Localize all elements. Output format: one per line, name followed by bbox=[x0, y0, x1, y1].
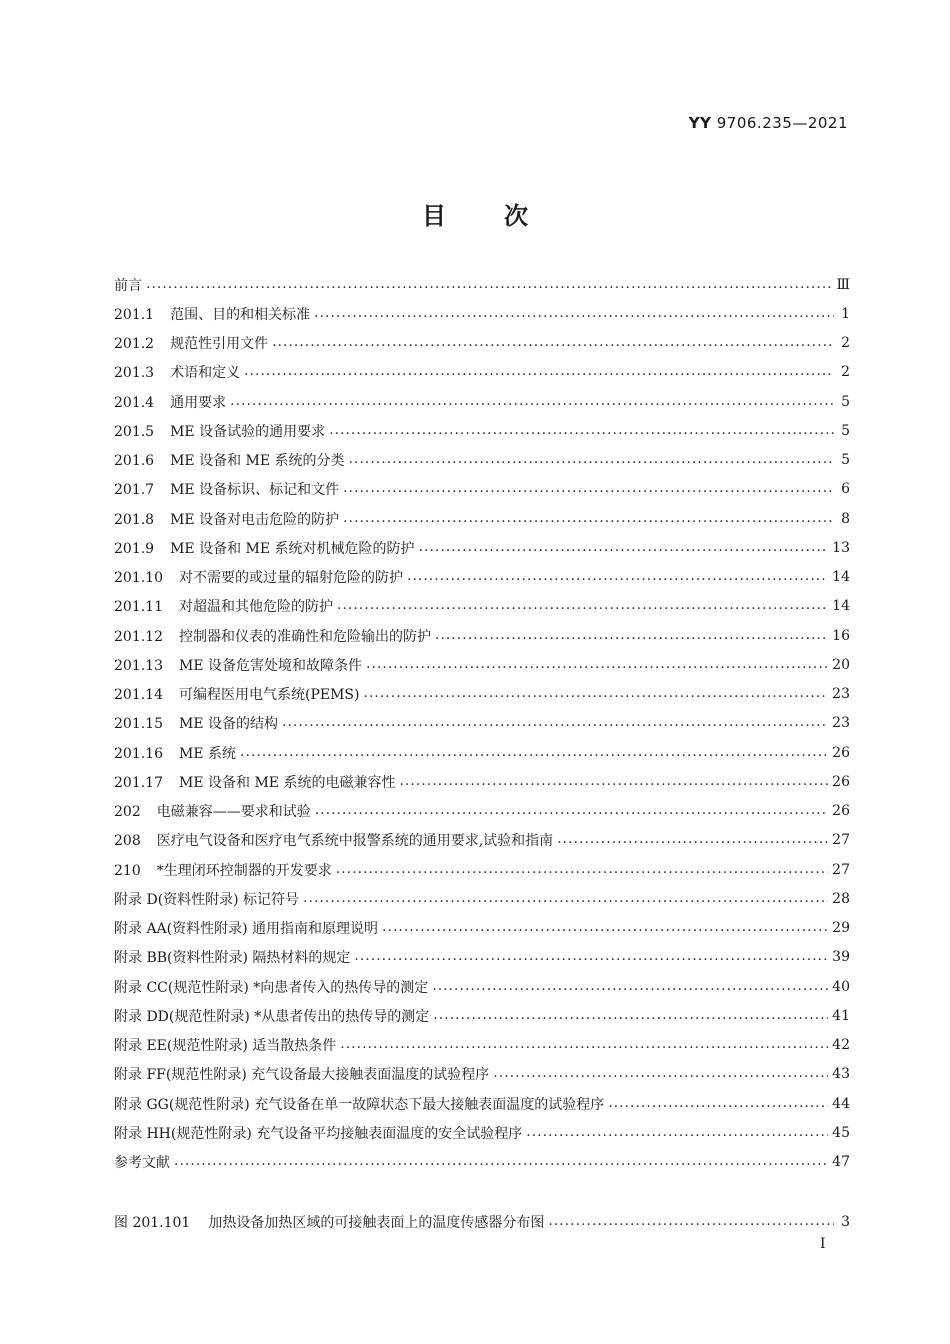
toc-entry-page: 45 bbox=[832, 1124, 850, 1141]
toc-entry-page: 27 bbox=[832, 832, 850, 849]
toc-entry-title: (资料性附录) 通用指南和原理说明 bbox=[166, 921, 379, 938]
toc-entry-page: 3 bbox=[841, 1213, 850, 1230]
toc-leader-dots bbox=[329, 426, 834, 440]
toc-leader-dots bbox=[548, 1217, 834, 1231]
toc-entry[interactable] bbox=[114, 738, 850, 767]
toc-entry-number: 201.8 bbox=[114, 511, 155, 528]
toc-entry[interactable] bbox=[114, 1001, 850, 1030]
toc-entry-title: ME 设备和 ME 系统的电磁兼容性 bbox=[179, 774, 396, 791]
toc-leader-dots bbox=[419, 543, 829, 557]
toc-leader-dots bbox=[336, 865, 828, 879]
toc-leader-dots bbox=[526, 1128, 828, 1142]
page-folio: I bbox=[820, 1236, 826, 1252]
toc-entry-page: 28 bbox=[832, 890, 850, 907]
toc-entry-title: 加热设备加热区域的可接触表面上的温度传感器分布图 bbox=[208, 1214, 545, 1231]
toc-entry-number: 201.14 bbox=[114, 687, 163, 704]
toc-entry-number: 附录 DD bbox=[114, 1008, 169, 1025]
toc-leader-dots bbox=[493, 1069, 828, 1083]
toc-entry-title: ME 系统 bbox=[179, 745, 237, 762]
toc-entry-number: 201.2 bbox=[114, 336, 155, 353]
table-of-contents bbox=[114, 270, 850, 1177]
toc-leader-dots bbox=[272, 338, 834, 352]
toc-entry-number: 201.13 bbox=[114, 657, 163, 674]
toc-entry-label bbox=[114, 977, 428, 997]
toc-entry-label bbox=[114, 1212, 544, 1232]
toc-entry-title: 参考文献 bbox=[114, 1155, 170, 1172]
toc-entry-page: 1 bbox=[841, 305, 850, 322]
toc-entry-title: ME 设备对电击危险的防护 bbox=[170, 511, 340, 528]
toc-entry-page: 14 bbox=[832, 598, 850, 615]
toc-entry[interactable] bbox=[114, 299, 850, 328]
toc-leader-dots bbox=[608, 1099, 828, 1113]
toc-entry[interactable] bbox=[114, 943, 850, 972]
toc-leader-dots bbox=[366, 660, 828, 674]
toc-entry-page: 40 bbox=[832, 978, 850, 995]
standard-code: 9706.235—2021 bbox=[716, 114, 848, 132]
toc-leader-dots bbox=[146, 280, 832, 294]
toc-entry-label bbox=[114, 1123, 522, 1143]
toc-entry-number: 附录 HH bbox=[114, 1125, 171, 1142]
toc-entry-page: 44 bbox=[832, 1095, 850, 1112]
toc-entry[interactable] bbox=[114, 884, 850, 913]
toc-leader-dots bbox=[343, 484, 834, 498]
toc-entry-page: 2 bbox=[841, 364, 850, 381]
toc-entry-title: 对超温和其他危险的防护 bbox=[179, 599, 333, 616]
toc-entry-label bbox=[114, 1006, 429, 1026]
toc-leader-dots bbox=[230, 397, 834, 411]
toc-entry-page: 26 bbox=[832, 744, 850, 761]
toc-entry-number: 201.6 bbox=[114, 453, 155, 470]
toc-entry-title: (资料性附录) 标记符号 bbox=[157, 891, 300, 908]
toc-entry[interactable] bbox=[114, 680, 850, 709]
toc-entry-title: 范围、目的和相关标准 bbox=[170, 306, 311, 323]
toc-entry-label bbox=[114, 626, 431, 646]
toc-leader-dots bbox=[364, 689, 829, 703]
toc-entry-number: 附录 EE bbox=[114, 1038, 167, 1055]
toc-entry[interactable] bbox=[114, 797, 850, 826]
page-title: 目次 bbox=[422, 201, 586, 230]
toc-entry-number: 附录 D bbox=[114, 891, 158, 908]
toc-entry-page: 26 bbox=[832, 803, 850, 820]
toc-entry[interactable] bbox=[114, 1060, 850, 1089]
toc-entry-page: 5 bbox=[841, 452, 850, 469]
toc-entry-number: 201.1 bbox=[114, 306, 155, 323]
toc-entry-number: 208 bbox=[114, 833, 141, 850]
toc-entry-label bbox=[114, 392, 226, 412]
toc-leader-dots bbox=[407, 572, 828, 586]
toc-entry-label bbox=[114, 567, 403, 587]
toc-entry-page: 41 bbox=[832, 1007, 850, 1024]
toc-entry-page: 23 bbox=[832, 686, 850, 703]
toc-leader-dots bbox=[557, 835, 828, 849]
toc-entry-label bbox=[114, 275, 142, 295]
toc-leader-dots bbox=[337, 601, 828, 615]
toc-entry-page: 8 bbox=[841, 510, 850, 527]
toc-entry-page: 2 bbox=[841, 335, 850, 352]
toc-entry-page: 6 bbox=[841, 481, 850, 498]
toc-entry[interactable] bbox=[114, 358, 850, 387]
toc-entry-page: 5 bbox=[841, 422, 850, 439]
toc-entry-page: 29 bbox=[832, 920, 850, 937]
standard-number bbox=[689, 114, 848, 132]
toc-entry-label bbox=[114, 801, 311, 821]
toc-entry-label bbox=[114, 333, 268, 353]
toc-entry-label bbox=[114, 304, 310, 324]
toc-entry-title: ME 设备和 ME 系统对机械危险的防护 bbox=[170, 540, 415, 557]
toc-leader-dots bbox=[349, 455, 834, 469]
toc-leader-dots bbox=[432, 982, 828, 996]
toc-entry[interactable] bbox=[114, 563, 850, 592]
toc-leader-dots bbox=[354, 952, 828, 966]
toc-entry-page: Ⅲ bbox=[836, 276, 850, 293]
toc-entry-number: 201.5 bbox=[114, 423, 155, 440]
toc-entry-number: 202 bbox=[114, 804, 141, 821]
toc-leader-dots bbox=[433, 1011, 828, 1025]
toc-entry[interactable] bbox=[114, 446, 850, 475]
toc-entry-label bbox=[114, 743, 236, 763]
toc-leader-dots bbox=[314, 309, 834, 323]
toc-entry-label bbox=[114, 509, 339, 529]
toc-entry-number: 附录 FF bbox=[114, 1067, 166, 1084]
toc-entry-number: 201.4 bbox=[114, 394, 155, 411]
toc-entry[interactable] bbox=[114, 914, 850, 943]
toc-entry-title: *生理闭环控制器的开发要求 bbox=[156, 862, 332, 879]
toc-entry-page: 39 bbox=[832, 949, 850, 966]
toc-entry[interactable] bbox=[114, 972, 850, 1001]
toc-entry-label bbox=[114, 830, 553, 850]
toc-entry-title: 对不需要的或过量的辐射危险的防护 bbox=[179, 570, 403, 587]
toc-entry-page: 26 bbox=[832, 773, 850, 790]
toc-entry-label bbox=[114, 362, 240, 382]
toc-entry[interactable] bbox=[114, 329, 850, 358]
toc-entry-label bbox=[114, 655, 362, 675]
toc-entry-number: 201.17 bbox=[114, 774, 163, 791]
toc-entry-number: 图 201.101 bbox=[114, 1214, 191, 1231]
standard-prefix: YY bbox=[688, 114, 712, 132]
toc-entry-page: 43 bbox=[832, 1066, 850, 1083]
toc-entry-number: 201.3 bbox=[114, 365, 155, 382]
toc-entry-title: (资料性附录) 隔热材料的规定 bbox=[167, 950, 351, 967]
toc-entry-number: 201.11 bbox=[114, 599, 163, 616]
toc-entry-title: 电磁兼容——要求和试验 bbox=[156, 804, 311, 821]
toc-entry[interactable] bbox=[114, 1118, 850, 1147]
toc-entry-title: 通用要求 bbox=[170, 394, 227, 411]
toc-entry-title: (规范性附录) 充气设备平均接触表面温度的安全试验程序 bbox=[170, 1125, 523, 1142]
toc-entry[interactable] bbox=[114, 1207, 850, 1236]
toc-entry-page: 47 bbox=[832, 1154, 850, 1171]
toc-entry-page: 27 bbox=[832, 861, 850, 878]
toc-entry-number: 201.10 bbox=[114, 570, 163, 587]
toc-entry-number: 201.12 bbox=[114, 628, 163, 645]
toc-entry-title: (规范性附录) 适当散热条件 bbox=[166, 1038, 337, 1055]
toc-entry-number: 附录 BB bbox=[114, 950, 168, 967]
toc-entry[interactable] bbox=[114, 270, 850, 299]
toc-entry[interactable] bbox=[114, 1148, 850, 1177]
toc-entry[interactable] bbox=[114, 1031, 850, 1060]
toc-entry[interactable] bbox=[114, 855, 850, 884]
toc-entry-title: (规范性附录) 充气设备在单一故障状态下最大接触表面温度的试验程序 bbox=[168, 1096, 605, 1113]
toc-entry-number: 附录 CC bbox=[114, 979, 168, 996]
toc-entry[interactable] bbox=[114, 387, 850, 416]
toc-entry-title: ME 设备危害处境和故障条件 bbox=[179, 657, 363, 674]
toc-entry-label bbox=[114, 479, 339, 499]
toc-entry[interactable] bbox=[114, 592, 850, 621]
toc-entry-title: ME 设备和 ME 系统的分类 bbox=[170, 453, 345, 470]
toc-entry-number: 附录 GG bbox=[114, 1096, 169, 1113]
toc-entry-label bbox=[114, 450, 345, 470]
toc-entry-page: 42 bbox=[832, 1037, 850, 1054]
toc-leader-dots bbox=[240, 748, 828, 762]
figure-list bbox=[114, 1207, 850, 1236]
toc-entry[interactable] bbox=[114, 504, 850, 533]
toc-entry[interactable] bbox=[114, 475, 850, 504]
toc-entry-title: ME 设备试验的通用要求 bbox=[170, 423, 326, 440]
toc-entry-page: 14 bbox=[832, 569, 850, 586]
toc-entry[interactable] bbox=[114, 650, 850, 679]
toc-leader-dots bbox=[315, 806, 828, 820]
toc-leader-dots bbox=[343, 514, 834, 528]
toc-entry-label bbox=[114, 538, 415, 558]
toc-leader-dots bbox=[174, 1157, 828, 1171]
toc-entry[interactable] bbox=[114, 533, 850, 562]
toc-entry-label bbox=[114, 947, 350, 967]
toc-entry-page: 16 bbox=[832, 627, 850, 644]
toc-leader-dots bbox=[435, 631, 828, 645]
toc-entry-number: 附录 AA bbox=[114, 921, 167, 938]
toc-entry-title: 规范性引用文件 bbox=[170, 336, 269, 353]
toc-entry-label bbox=[114, 421, 325, 441]
toc-entry-number: 201.9 bbox=[114, 540, 155, 557]
toc-entry-page: 5 bbox=[841, 393, 850, 410]
toc-entry-label bbox=[114, 1064, 489, 1084]
toc-entry-label bbox=[114, 1035, 336, 1055]
toc-entry-label bbox=[114, 860, 332, 880]
toc-entry-number: 201.7 bbox=[114, 482, 155, 499]
toc-entry-label bbox=[114, 684, 360, 704]
toc-entry-title: ME 设备的结构 bbox=[179, 716, 279, 733]
toc-entry-title: ME 设备标识、标记和文件 bbox=[170, 482, 340, 499]
toc-entry-title: 术语和定义 bbox=[170, 365, 241, 382]
toc-leader-dots bbox=[399, 777, 828, 791]
toc-entry-label bbox=[114, 713, 278, 733]
toc-entry-number: 201.16 bbox=[114, 745, 163, 762]
toc-entry-label bbox=[114, 1152, 170, 1172]
toc-entry-title: 医疗电气设备和医疗电气系统中报警系统的通用要求,试验和指南 bbox=[156, 833, 554, 850]
toc-entry[interactable] bbox=[114, 767, 850, 796]
toc-entry-page: 20 bbox=[832, 656, 850, 673]
toc-entry-title: 可编程医用电气系统(PEMS) bbox=[179, 687, 360, 704]
toc-leader-dots bbox=[303, 894, 828, 908]
toc-entry[interactable] bbox=[114, 826, 850, 855]
toc-entry-page: 13 bbox=[832, 539, 850, 556]
toc-entry-label bbox=[114, 596, 333, 616]
toc-leader-dots bbox=[282, 718, 828, 732]
toc-entry-title: (规范性附录) 充气设备最大接触表面温度的试验程序 bbox=[165, 1067, 490, 1084]
toc-entry[interactable] bbox=[114, 416, 850, 445]
toc-entry-title: 控制器和仪表的准确性和危险输出的防护 bbox=[179, 628, 431, 645]
toc-entry[interactable] bbox=[114, 709, 850, 738]
toc-entry-label bbox=[114, 889, 299, 909]
toc-entry-title: (规范性附录) *向患者传入的热传导的测定 bbox=[167, 979, 429, 996]
toc-entry-title: (规范性附录) *从患者传出的热传导的测定 bbox=[168, 1008, 430, 1025]
toc-entry[interactable] bbox=[114, 621, 850, 650]
toc-entry-title: 前言 bbox=[114, 277, 142, 294]
toc-entry-label bbox=[114, 918, 378, 938]
toc-leader-dots bbox=[244, 367, 834, 381]
toc-entry-page: 23 bbox=[832, 715, 850, 732]
toc-entry-number: 201.15 bbox=[114, 716, 163, 733]
toc-leader-dots bbox=[382, 923, 828, 937]
toc-entry-number: 210 bbox=[114, 862, 141, 879]
toc-leader-dots bbox=[340, 1040, 828, 1054]
toc-entry-label bbox=[114, 772, 395, 792]
toc-entry[interactable] bbox=[114, 1089, 850, 1118]
toc-entry-label bbox=[114, 1094, 604, 1114]
